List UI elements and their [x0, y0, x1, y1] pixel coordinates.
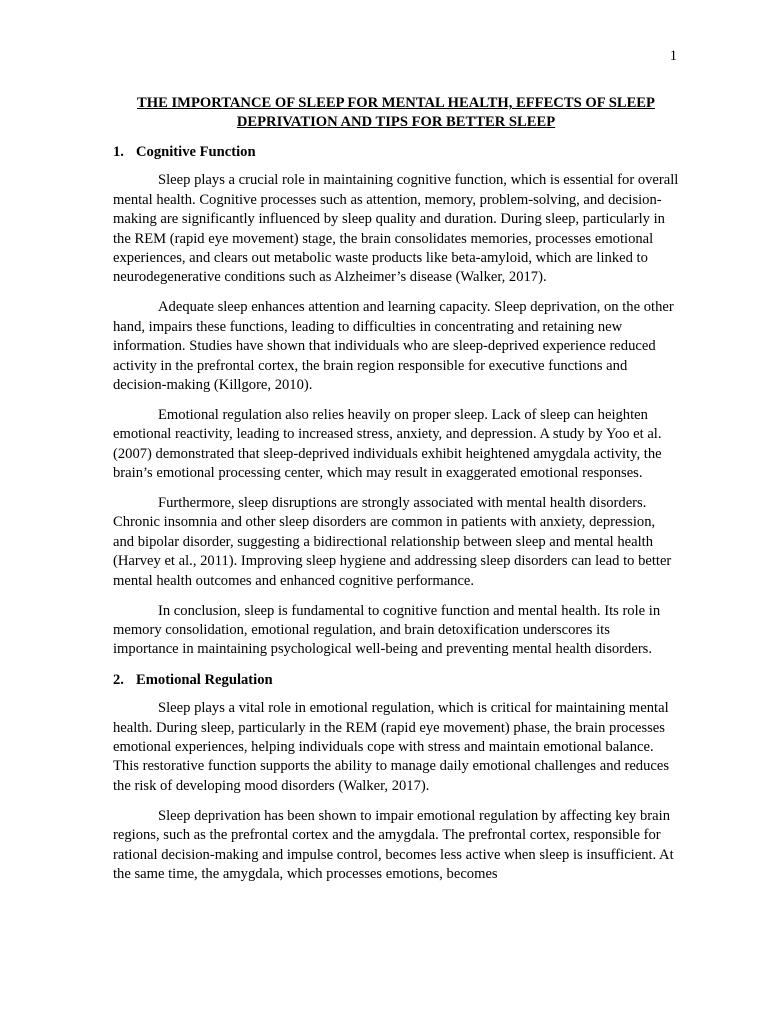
paragraph: Adequate sleep enhances attention and learning capacity. Sleep deprivation, on the other hand, impairs these functions, leading to difficulties in concentrating and retaining new information. Studies have shown that individuals who are sleep-deprived experience reduced activity in the prefrontal cortex, the brain region responsible for executive functions and decision-making (Killgore, 2010).	[113, 299, 674, 393]
paragraph: Sleep plays a vital role in emotional regulation, which is critical for maintaining mental health. During sleep, particularly in the REM (rapid eye movement) phase, the brain processes emotional experiences, helping individuals cope with stress and maintain emotional balance. This restorative function supports the ability to manage daily emotional challenges and reduces the risk of developing mood disorders (Walker, 2017).	[113, 700, 670, 794]
paragraph: Furthermore, sleep disruptions are strongly associated with mental health disorders. Chronic insomnia and other sleep disorders are common in patients with anxiety, depression, and bipolar disorder, suggesting a bidirectional relationship between sleep and mental health (Harvey et al., 2011). Improving sleep hygiene and addressing sleep disorders can lead to better mental health outcomes and enhanced cognitive performance.	[113, 495, 672, 589]
paragraph: Emotional regulation also relies heavily on proper sleep. Lack of sleep can heighten emotional reactivity, leading to increased stress, anxiety, and depression. A study by Yoo et al. (2007) demonstrated that sleep-deprived individuals exhibit heightened amygdala activity, the brain’s emotional processing center, which may result in exaggerated emotional responses.	[113, 406, 662, 482]
paragraph: Sleep deprivation has been shown to impair emotional regulation by affecting key brain regions, such as the prefrontal cortex and the amygdala. The prefrontal cortex, responsible for rational decision-making and impulse control, becomes less active when sleep is insufficient. At the same time, the amygdala, which processes emotions, becomes	[113, 807, 674, 882]
paragraph: Sleep plays a crucial role in maintaining cognitive function, which is essential for overall mental health. Cognitive processes such as attention, memory, problem-solving, and decision-making are significantly influenced by sleep quality and duration. During sleep, particularly in the REM (rapid eye movement) stage, the brain consolidates memories, processes emotional experiences, and clears out metabolic waste products like beta-amyloid, which are linked to neurodegenerative conditions such as Alzheimer’s disease (Walker, 2017).	[113, 172, 679, 286]
section-heading-emotional-regulation	[113, 671, 679, 690]
section-number: 2.	[113, 671, 124, 688]
section-heading-cognitive-function	[113, 143, 679, 162]
section-number: 1.	[113, 144, 124, 160]
document-body	[113, 94, 679, 884]
section-title: Cognitive Function	[136, 144, 256, 160]
section-title: Emotional Regulation	[136, 671, 273, 688]
paragraph: In conclusion, sleep is fundamental to cognitive function and mental health. Its role in memory consolidation, emotional regulation, and brain detoxification underscores its importance in maintaining psychological well-being and preventing mental health disorders.	[113, 602, 661, 658]
page-number: 1	[669, 48, 677, 64]
document-title: THE IMPORTANCE OF SLEEP FOR MENTAL HEALTH, EFFECTS OF SLEEP DEPRIVATION AND TIPS FOR BETTER SLEEP	[137, 95, 655, 130]
